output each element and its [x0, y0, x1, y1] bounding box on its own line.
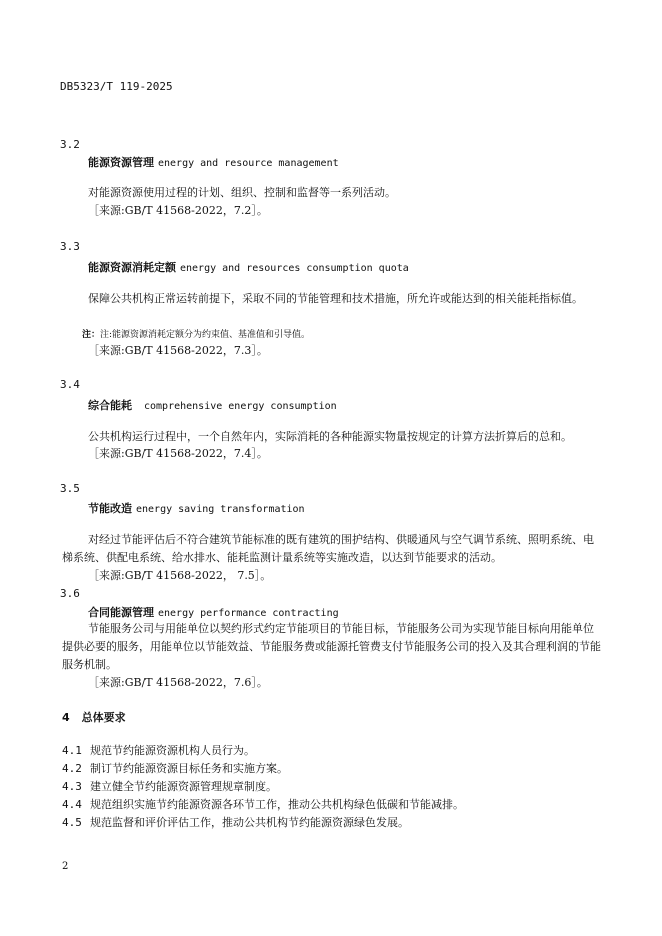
list-item-text: 制订节约能源资源目标任务和实施方案。 [90, 762, 288, 775]
term-name-en: comprehensive energy consumption [144, 401, 337, 412]
term-number: 3.6 [60, 587, 80, 600]
note-text: 注:能源资源消耗定额分为约束值、基准值和引导值。 [100, 330, 311, 340]
list-item-text: 规范组织实施节约能源资源各环节工作，推动公共机构绿色低碳和节能减排。 [90, 798, 464, 811]
term-number: 3.3 [60, 240, 80, 253]
page-number: 2 [62, 861, 69, 872]
list-item-number: 4.4 [62, 798, 82, 811]
term-heading [88, 603, 339, 621]
term-source: ［来源:GB/T 41568-2022，7.3］。 [88, 344, 268, 357]
term-name-zh: 合同能源管理 [88, 606, 154, 619]
list-item [62, 742, 255, 758]
term-source: ［来源:GB/T 41568-2022， 7.5］。 [88, 569, 272, 582]
list-item-text: 规范节约能源资源机构人员行为。 [90, 744, 255, 757]
list-item [62, 778, 277, 794]
term-name-en: energy performance contracting [158, 608, 339, 619]
list-item-text: 规范监督和评价评估工作，推动公共机构节约能源资源绿色发展。 [90, 816, 409, 829]
term-definition: 公共机构运行过程中，一个自然年内，实际消耗的各种能源实物量按规定的计算方法折算后的总和。 [88, 430, 572, 443]
document-id: DB5323/T 119-2025 [60, 80, 173, 93]
term-heading [88, 258, 409, 276]
term-note [82, 327, 310, 340]
term-source: ［来源:GB/T 41568-2022，7.2］。 [88, 204, 268, 217]
list-item-number: 4.2 [62, 762, 82, 775]
list-item-number: 4.3 [62, 780, 82, 793]
list-item [62, 814, 409, 830]
list-item-text: 建立健全节约能源资源管理规章制度。 [90, 780, 277, 793]
term-name-en: energy and resources consumption quota [180, 263, 409, 274]
term-heading [88, 396, 337, 414]
list-item-number: 4.5 [62, 816, 82, 829]
note-label: 注： [82, 330, 101, 340]
list-item-number: 4.1 [62, 744, 82, 757]
section-number: 4 [62, 711, 70, 724]
term-number: 3.5 [60, 482, 80, 495]
term-name-zh: 综合能耗 [88, 399, 132, 412]
term-name-en: energy saving transformation [136, 504, 305, 515]
term-heading [88, 499, 305, 517]
term-definition: 节能服务公司与用能单位以契约形式约定节能项目的节能目标，节能服务公司为实现节能目标向用能单位提供必要的服务，用能单位以节能效益、节能服务费或能源托管费支付节能服务公司的投入及其合理利润的节能服务机制。 [62, 622, 601, 671]
term-source: ［来源:GB/T 41568-2022，7.6］。 [88, 676, 268, 689]
term-definition: 对能源资源使用过程的计划、组织、控制和监督等一系列活动。 [88, 186, 396, 199]
term-name-zh: 能源资源消耗定额 [88, 261, 176, 274]
term-definition: 对经过节能评估后不符合建筑节能标准的既有建筑的围护结构、供暖通风与空气调节系统、照明系统、电梯系统、供配电系统、给水排水、能耗监测计量系统等实施改造，以达到节能要求的活动。 [62, 533, 594, 564]
section-heading [62, 709, 126, 725]
term-name-en: energy and resource management [158, 158, 339, 169]
term-source: ［来源:GB/T 41568-2022，7.4］。 [88, 447, 268, 460]
list-item [62, 760, 288, 776]
term-name-zh: 能源资源管理 [88, 156, 154, 169]
term-name-zh: 节能改造 [88, 502, 132, 515]
term-number: 3.4 [60, 378, 80, 391]
list-item [62, 796, 464, 812]
term-number: 3.2 [60, 138, 80, 151]
term-heading [88, 153, 339, 171]
section-title: 总体要求 [81, 711, 126, 724]
term-definition: 保障公共机构正常运转前提下，采取不同的节能管理和技术措施，所允许或能达到的相关能耗指标值。 [88, 292, 583, 305]
